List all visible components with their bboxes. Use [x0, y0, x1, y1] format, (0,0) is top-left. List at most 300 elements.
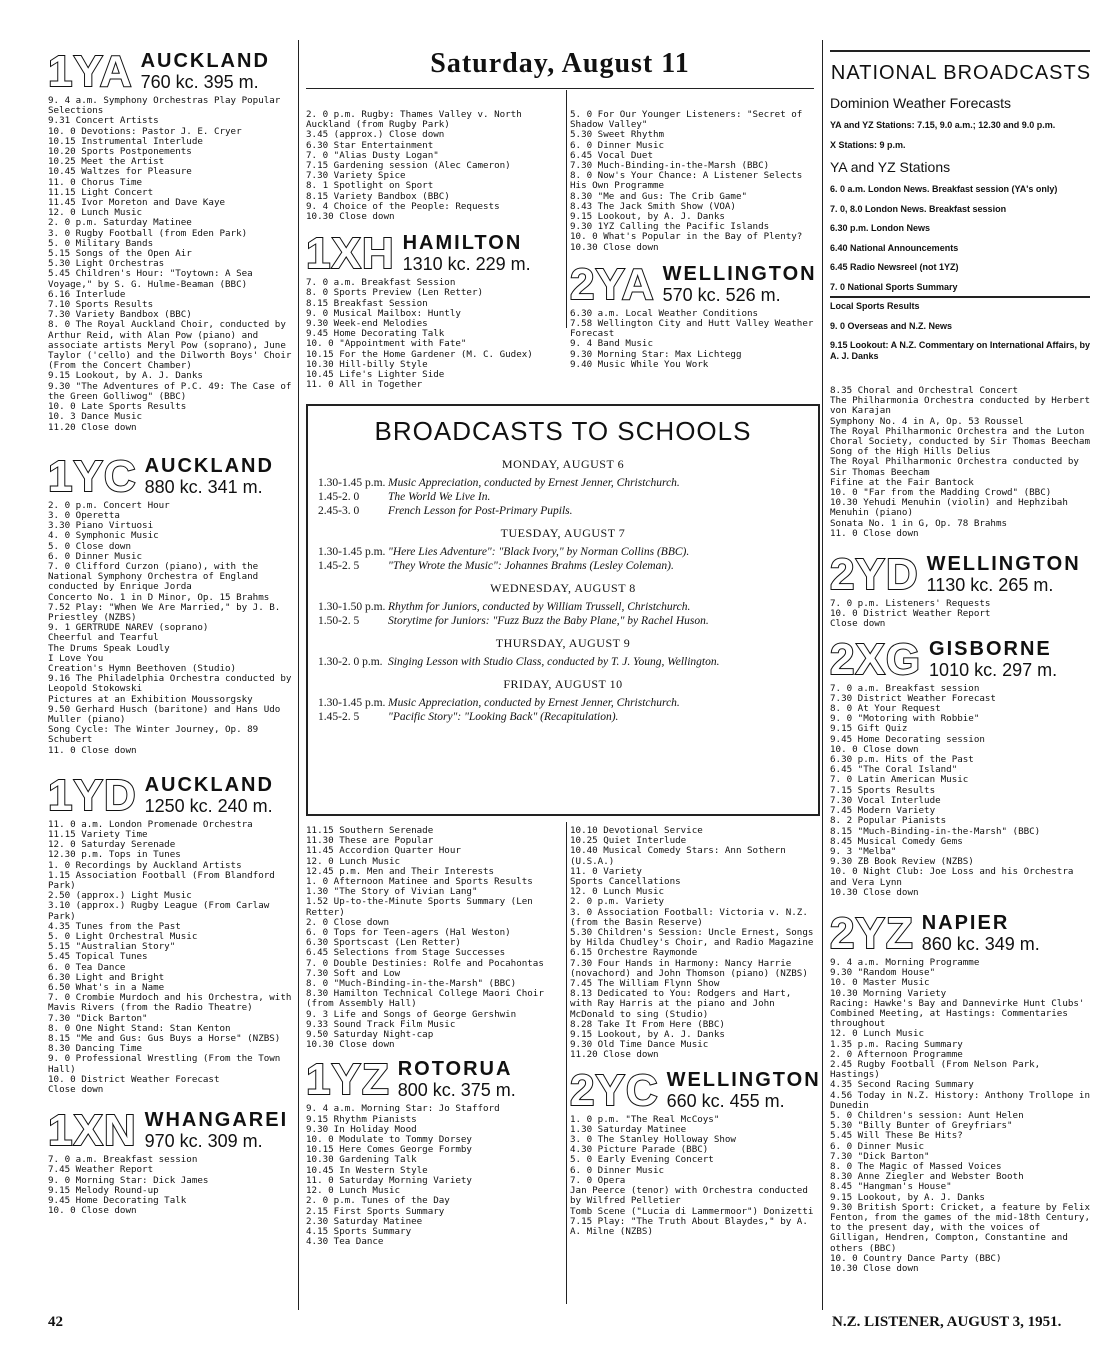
programme-item: The Royal Philharmonic Orchestra and the Luton Choral Society, conducted by Sir Thomas Beecham — [830, 425, 1090, 448]
programme-item: 4.56 Today in N.Z. History: Anthony Trollope in Dunedin — [830, 1089, 1096, 1111]
programme-item: 9.30 British Sport: Cricket, a feature by Felix Fenton, from the games of the mid-18th Century, to the present day, with the voices of Gilligan, Hendren, Compton, Constantine and others (BBC) — [830, 1201, 1096, 1254]
station-header-2ya — [570, 259, 818, 309]
programme-list — [48, 1155, 292, 1216]
station-frequency: 970 kc. 309 m. — [144, 1131, 263, 1152]
programme-item: 10.15 Here Comes George Formby — [306, 1144, 472, 1156]
programme-item: 9.30 Morning Star: Max Lichtegg — [570, 348, 742, 360]
station-header-1xh — [306, 229, 562, 279]
programme-item: 7.52 Play: "When We Are Married," by J. B. Priestley (NZBS) — [48, 601, 286, 623]
station-name: AUCKLAND — [144, 454, 274, 477]
station-frequency: 760 kc. 395 m. — [140, 72, 259, 92]
programme-item: 5. 0 Children's session: Aunt Helen — [830, 1109, 1024, 1121]
programme-item: 5. 0 For Our Younger Listeners: "Secret of Shadow Valley" — [570, 109, 808, 131]
programme-item: 3.10 (approx.) Rugby League (From Carlaw Park) — [48, 900, 275, 922]
programme-item: 10. 3 Dance Music — [48, 411, 143, 423]
schools-item-text: The World We Live In. — [388, 491, 491, 503]
programme-item: 8. 2 Popular Pianists — [830, 815, 947, 827]
programme-item: 5.30 Light Orchestras — [48, 258, 165, 270]
weather-forecasts-list — [830, 120, 1092, 150]
station-callsign: 2YC — [570, 1065, 659, 1115]
programme-item: 2. 0 Close down — [306, 916, 389, 928]
programme-item: 7.58 Wellington City and Hutt Valley Weather Forecast — [570, 318, 819, 340]
programme-item: 6. 0 Tops for Teen-agers (Hal Weston) — [306, 927, 511, 939]
column-1 — [48, 44, 297, 1310]
programme-item: 7. 0 a.m. Breakfast session — [830, 682, 980, 694]
weather-forecasts-title: Dominion Weather Forecasts — [830, 95, 1012, 111]
programme-item: 8.28 Take It From Here (BBC) — [570, 1018, 725, 1030]
column-2-upper — [306, 110, 562, 400]
programme-item: 8.43 The Jack Smith Show (VOA) — [570, 200, 736, 212]
programme-list — [306, 1104, 562, 1247]
programme-item: 7. 0 National Sports Summary — [830, 281, 958, 292]
programme-list — [570, 110, 818, 253]
programme-item: 8.30 Dancing Time — [48, 1043, 143, 1055]
programme-item: 12. 0 Lunch Music — [570, 886, 665, 898]
programme-item: 9. 0 Morning Star: Dick James — [48, 1174, 209, 1186]
station-frequency: 1250 kc. 240 m. — [144, 795, 273, 816]
schools-item-time: 1.30-2. 0 p.m. — [318, 656, 383, 668]
column-3-upper — [570, 110, 818, 400]
schools-item — [318, 490, 808, 504]
programme-item: 9.15 Lookout, by A. J. Danks — [570, 211, 725, 223]
programme-item: 2.15 First Sports Summary — [306, 1205, 445, 1217]
programme-item: 2. 0 p.m. Rugby: Thames Valley v. North Auckland (from Rugby Park) — [306, 109, 528, 131]
programme-item: 9.33 Sound Track Film Music — [306, 1018, 456, 1030]
station-callsign: 2XG — [830, 634, 922, 684]
programme-item: 10. 0 District Weather Forecast — [48, 1073, 220, 1085]
programme-item: 7. 0 Latin American Music — [830, 774, 969, 786]
station-frequency: 1310 kc. 229 m. — [402, 254, 531, 275]
programme-item: 10. 0 Close down — [830, 743, 919, 755]
column-rule-1 — [298, 40, 299, 1310]
programme-item: 4. 0 Symphonic Music — [48, 530, 159, 542]
programme-item: 11.20 Close down — [570, 1049, 659, 1061]
programme-item: 8.45 "Hangman's House" — [830, 1181, 952, 1193]
programme-list — [570, 1115, 818, 1237]
programme-item: 10. 0 What's Popular in the Bay of Plenty? — [570, 231, 803, 243]
schools-item-time: 1.30-1.50 p.m. — [318, 601, 386, 613]
programme-item: 5.30 "Billy Bunter of Greyfriars" — [830, 1120, 1013, 1132]
station-header-1yz — [306, 1055, 562, 1105]
programme-item: 8.13 Dedicated to You: Rodgers and Hart, with Ray Harris at the piano and John McDonald to sing (Studio) — [570, 988, 797, 1020]
programme-item: 1.15 Association Football (From Blandford Park) — [48, 869, 281, 891]
headline-rule — [306, 88, 814, 89]
programme-item: 9.45 Home Decorating session — [830, 733, 985, 745]
programme-item: Sports Cancellations — [570, 876, 681, 888]
programme-item: 9.15 Lookout: A N.Z. Commentary on International Affairs, by A. J. Danks — [830, 340, 1091, 361]
programme-item: 8.30 "Me and Gus: The Crib Game" — [570, 190, 748, 202]
programme-item: I Love You — [48, 652, 104, 664]
programme-item: 9.15 Lookout, by A. J. Danks — [48, 370, 203, 382]
programme-item: 8. 0 Now's Your Chance: A Listener Selects His Own Programme — [570, 170, 808, 192]
national-broadcasts-title: NATIONAL BROADCASTS — [830, 62, 1092, 84]
programme-item: 5.30 Children's Session: Uncle Ernest, Songs by Hilda Chudley's Choir, and Radio Magazine — [570, 927, 819, 949]
programme-item: 3.30 Piano Virtuosi — [48, 520, 154, 532]
programme-item: 7.30 Variety Spice — [306, 170, 406, 182]
programme-item: 9. 0 "Motoring with Robbie" — [830, 713, 980, 725]
programme-item: 12.45 p.m. Men and Their Interests — [306, 865, 495, 877]
programme-list — [570, 826, 818, 1061]
programme-item: 9. 4 a.m. Symphony Orchestras Play Popular Selections — [48, 95, 286, 117]
programme-item: 7.30 "Dick Barton" — [830, 1150, 930, 1162]
programme-item: 10. 0 "Far from the Madding Crowd" (BBC) — [830, 487, 1052, 499]
schools-day-heading: THURSDAY, AUGUST 9 — [495, 636, 631, 650]
programme-item: 8.45 Musical Comedy Gems — [830, 835, 963, 847]
programme-item: 7. 0, 8.0 London News. Breakfast session — [830, 203, 1007, 214]
schools-title: BROADCASTS TO SCHOOLS — [374, 416, 752, 446]
programme-item: 9. 4 a.m. Morning Programme — [830, 956, 980, 968]
programme-item: 11.45 Accordion Quarter Hour — [306, 845, 461, 857]
programme-item: 10.30 Close down — [830, 886, 919, 898]
programme-list — [830, 956, 1096, 1275]
station-header-1xn — [48, 1106, 292, 1156]
programme-item: 9. 1 GERTRUDE NAREV (soprano) — [48, 622, 209, 634]
schools-day-heading: TUESDAY, AUGUST 7 — [500, 526, 626, 540]
station-callsign: 2YZ — [830, 908, 914, 958]
programme-item: 6.45 Radio Newsreel (not 1YZ) — [830, 262, 959, 272]
schools-item-text: Music Appreciation, conducted by Ernest Jenner, Christchurch. — [388, 477, 680, 489]
programme-list — [306, 278, 562, 390]
station-callsign: 1YA — [48, 47, 133, 96]
programme-item: 7.30 Four Hands in Harmony: Nancy Harrie (novachord) and John Thomson (piano) (NZBS) — [570, 957, 808, 979]
programme-item: 1.30 Saturday Matinee — [570, 1123, 687, 1135]
programme-item: 9.15 Gift Quiz — [830, 723, 908, 735]
programme-item: 11. 0 Chorus Time — [48, 176, 143, 188]
programme-item: 9.50 Saturday Night-cap — [306, 1029, 434, 1041]
programme-item: 11. 0 a.m. London Promenade Orchestra — [48, 818, 253, 830]
programme-item: 2.50 (approx.) Light Music — [48, 890, 192, 902]
programme-item: 9.45 Home Decorating Talk — [306, 328, 445, 340]
station-header-2yc — [570, 1065, 821, 1115]
programme-item: 6. 0 Dinner Music — [570, 139, 665, 151]
programme-item: 6. 0 Dinner Music — [830, 1140, 925, 1152]
programme-item: 11. 0 Saturday Morning Variety — [306, 1174, 472, 1186]
programme-item: 2.45 Rugby Football (From Nelson Park, Hastings) — [830, 1058, 1046, 1081]
programme-item: 4.15 Sports Summary — [306, 1225, 412, 1237]
schools-item-time: 1.45-2. 5 — [318, 560, 360, 572]
programme-item: 6. 0 a.m. London News. Breakfast session (YA's only) — [830, 184, 1058, 194]
programme-item: 6.45 "The Coral Island" — [830, 764, 958, 776]
programme-item: 9.15 Rhythm Pianists — [306, 1113, 417, 1125]
programme-item: 10.40 Musical Comedy Stars: Ann Sothern (U.S.A.) — [570, 845, 792, 867]
programme-item: 6.30 Light and Bright — [48, 971, 165, 983]
programme-list — [48, 95, 297, 433]
programme-item: The Royal Philharmonic Orchestra conducted by Sir Thomas Beecham — [830, 456, 1085, 478]
station-frequency: 660 kc. 455 m. — [666, 1090, 785, 1111]
programme-item: Fifine at the Fair Bantock — [830, 476, 974, 488]
programme-item: 7.45 Modern Variety — [830, 805, 936, 817]
programme-item: 11. 0 Close down — [48, 744, 137, 756]
programme-item: 1. 0 Afternoon Matinee and Sports Results — [306, 876, 533, 888]
programme-item: 5.15 Songs of the Open Air — [48, 248, 192, 260]
programme-item: 2. 0 p.m. Variety — [570, 896, 665, 908]
programme-item: 7. 0 Opera — [570, 1174, 626, 1186]
programme-item: 11. 0 Close down — [830, 527, 919, 539]
station-header-1yc — [48, 451, 292, 501]
programme-item: 9. 3 Life and Songs of George Gershwin — [306, 1008, 517, 1020]
schools-item — [318, 600, 808, 614]
programme-item: 10.30 Close down — [570, 241, 659, 253]
programme-list — [48, 499, 297, 756]
programme-item: 6.16 Interlude — [48, 288, 126, 300]
schools-item-text: Singing Lesson with Studio Class, conducted by T. J. Young, Wellington. — [388, 656, 720, 668]
programme-item: 7. 0 p.m. Listeners' Requests — [830, 598, 991, 610]
programme-item: 7.15 Sports Results — [830, 784, 936, 796]
programme-item: 7.45 The William Flynn Show — [570, 978, 720, 990]
programme-item: 8.30 Anne Ziegler and Webster Booth — [830, 1171, 1024, 1183]
programme-item: 3. 0 Rugby Football (from Eden Park) — [48, 227, 248, 239]
schools-day-heading: WEDNESDAY, AUGUST 8 — [490, 581, 636, 595]
programme-item: 10.20 Sports Postponements — [48, 146, 192, 158]
nat-top-rule — [830, 50, 1090, 52]
programme-list — [570, 309, 818, 370]
programme-item: 9.31 Concert Artists — [48, 115, 159, 127]
programme-item: 10. 0 Close down — [48, 1205, 137, 1217]
programme-item: 10.25 Quiet Interlude — [570, 835, 687, 847]
schools-item — [318, 710, 808, 724]
station-header-2yz — [830, 908, 1092, 958]
programme-item: 8.15 Breakfast Session — [306, 297, 428, 309]
programme-item: 8. 1 Spotlight on Sport — [306, 180, 434, 192]
programme-item: 7.15 Gardening session (Alec Cameron) — [306, 160, 511, 172]
programme-item: 3.45 (approx.) Close down — [306, 129, 445, 141]
programme-item: 9.30 Old Time Dance Music — [570, 1039, 709, 1051]
programme-item: 10.30 Morning Variety — [830, 987, 947, 999]
programme-item: 1.30 "The Story of Vivian Lang" — [306, 886, 478, 898]
programme-item: 6.15 Orchestre Raymonde — [570, 947, 698, 959]
programme-item: 7.30 Vocal Interlude — [830, 794, 941, 806]
programme-item: 7. 0 Double Destinies: Rolfe and Pocahontas — [306, 957, 544, 969]
programme-item: 7.15 Play: "The Truth About Blaydes," by A. A. Milne (NZBS) — [570, 1215, 814, 1237]
programme-item: 1.35 p.m. Racing Summary — [830, 1038, 963, 1050]
programme-item: 1. 0 Recordings by Auckland Artists — [48, 859, 242, 871]
programme-item: Creation's Hymn Beethoven (Studio) — [48, 662, 237, 674]
station-frequency: 800 kc. 375 m. — [397, 1080, 516, 1101]
programme-item: 10.15 Instrumental Interlude — [48, 135, 203, 147]
station-header-1yd — [48, 770, 292, 820]
programme-item: 11.30 These are Popular — [306, 835, 434, 847]
schools-item-text: French Lesson for Post-Primary Pupils. — [388, 505, 573, 517]
programme-item: 10. 0 Modulate to Tommy Dorsey — [306, 1134, 472, 1146]
programme-item: Racing: Hawke's Bay and Dannevirke Hunt Clubs' Combined Meeting, at Hastings: Commentaries throughout — [830, 997, 1090, 1030]
programme-item: 9.30 In Holiday Mood — [306, 1123, 417, 1135]
station-frequency: 1130 kc. 265 m. — [926, 575, 1054, 596]
station-name: NAPIER — [921, 911, 1010, 934]
programme-item: 6. 0 Dinner Music — [570, 1164, 665, 1176]
programme-item: 10.15 For the Home Gardener (M. C. Gudex) — [306, 348, 533, 360]
station-frequency: 880 kc. 341 m. — [144, 476, 263, 497]
schools-item-time: 1.30-1.45 p.m. — [318, 546, 386, 558]
programme-item: 5. 0 Military Bands — [48, 237, 154, 249]
programme-item: 9. 0 Professional Wrestling (From the Town Hall) — [48, 1053, 286, 1075]
programme-item: Concerto No. 1 in D Minor, Op. 15 Brahms — [48, 591, 270, 603]
programme-item: 10.30 Close down — [306, 211, 395, 223]
schools-item-time: 1.30-1.45 p.m. — [318, 697, 386, 709]
programme-item: 10. 0 Late Sports Results — [48, 401, 187, 413]
programme-item: 9.30 1YZ Calling the Pacific Islands — [570, 221, 770, 233]
programme-item: 7.30 Variety Bandbox (BBC) — [48, 309, 192, 321]
programme-list — [306, 110, 562, 222]
programme-item: 6.40 National Announcements — [830, 242, 959, 253]
programme-item: 8.35 Choral and Orchestral Concert — [830, 385, 1019, 396]
schools-item-text: Rhythm for Juniors, conducted by William Trussell, Christchurch. — [388, 601, 691, 613]
station-name: WELLINGTON — [926, 553, 1081, 576]
programme-item: 11.20 Close down — [48, 421, 137, 433]
station-frequency: 860 kc. 349 m. — [921, 933, 1040, 954]
programme-item: 7.30 Soft and Low — [306, 967, 401, 979]
ya-yz-stations-title: YA and YZ Stations — [830, 159, 951, 175]
programme-list — [830, 684, 1092, 898]
programme-item: 9.16 The Philadelphia Orchestra conducted by Leopold Stokowski — [48, 673, 297, 695]
schools-item — [318, 655, 808, 669]
programme-item: 6.30 a.m. Local Weather Conditions — [570, 307, 759, 319]
programme-item: 10. 0 Night Club: Joe Loss and his Orchestra and Vera Lynn — [830, 866, 1079, 888]
station-callsign: 1YZ — [306, 1055, 390, 1105]
page-headline: Saturday, August 11 — [430, 48, 690, 79]
programme-item: 3. 0 Operetta — [48, 509, 120, 521]
programme-item: 10. 0 Master Music — [830, 977, 930, 989]
programme-item: 9.15 Melody Round-up — [48, 1184, 159, 1196]
programme-item: 9.15 Lookout, by A. J. Danks — [570, 1029, 725, 1041]
station-name: AUCKLAND — [140, 50, 270, 72]
programme-item: Tomb Scene ("Lucia di Lammermoor") Donizetti — [570, 1205, 814, 1217]
programme-item: 11.15 Light Concert — [48, 186, 154, 198]
programme-item: 6.30 p.m. London News — [830, 223, 931, 233]
programme-item: 5. 0 Close down — [48, 540, 131, 552]
programme-item: 6. 0 Tea Dance — [48, 961, 126, 973]
programme-item: 8. 0 One Night Stand: Stan Kenton — [48, 1022, 231, 1034]
schools-item-text: "Here Lies Adventure": "Black Ivory," by Norman Collins (BBC). — [388, 546, 690, 558]
programme-item: 12. 0 Saturday Serenade — [48, 839, 176, 851]
programme-item: 8.30 Hamilton Technical College Maori Choir (from Assembly Hall) — [306, 988, 550, 1010]
programme-item: 11.15 Southern Serenade — [306, 825, 434, 836]
programme-item: 4.35 Tunes from the Past — [48, 920, 181, 932]
programme-item: 7.30 Much-Binding-in-the-Marsh (BBC) — [570, 160, 770, 172]
column-4 — [830, 56, 1096, 1310]
programme-item: Jan Peerce (tenor) with Orchestra conducted by Wilfred Pelletier — [570, 1185, 814, 1207]
programme-item: 11.15 Variety Time — [48, 828, 148, 840]
programme-item: 11. 0 Variety — [570, 865, 642, 877]
programme-item: 6.45 Selections from Stage Successes — [306, 947, 506, 959]
programme-item: 12. 0 Lunch Music — [306, 855, 401, 867]
programme-item: 7.30 District Weather Forecast — [830, 692, 996, 704]
programme-item: 8. 0 "Much-Binding-in-the-Marsh" (BBC) — [306, 978, 517, 990]
programme-item: The Philharmonia Orchestra conducted by Herbert von Karajan — [830, 395, 1096, 417]
programme-item: 10. 0 Country Dance Party (BBC) — [830, 1252, 1002, 1264]
schools-item — [318, 614, 808, 628]
station-frequency: 570 kc. 526 m. — [662, 284, 781, 305]
station-frequency: 1010 kc. 297 m. — [929, 659, 1058, 680]
programme-item: 5.15 "Australian Story" — [48, 941, 176, 953]
station-name: ROTORUA — [397, 1058, 513, 1081]
column-rule-3 — [566, 822, 567, 1304]
programme-item: 7. 0 a.m. Breakfast Session — [306, 277, 456, 289]
station-name: HAMILTON — [402, 232, 523, 255]
programme-item: 8.15 "Me and Gus: Gus Buys a Horse" (NZBS) — [48, 1033, 281, 1045]
station-callsign: 1YD — [48, 770, 137, 820]
programme-item: 9. 4 Band Music — [570, 338, 653, 350]
station-callsign: 2YA — [570, 259, 655, 309]
programme-item: 6.30 p.m. Hits of the Past — [830, 754, 974, 766]
programme-item: 9.50 Gerhard Husch (baritone) and Hans Udo Muller (piano) — [48, 703, 286, 725]
programme-item: 7. 0 "Alias Dusty Logan" — [306, 149, 439, 161]
column-3-lower — [570, 825, 821, 1310]
programme-item: 7. 0 Clifford Curzon (piano), with the National Symphony Orchestra of England conducted by Enrique Jorda — [48, 560, 264, 593]
programme-item: 9.30 ZB Book Review (NZBS) — [830, 856, 974, 868]
schools-item-text: "They Wrote the Music": Johannes Brahms (Lesley Coleman). — [388, 560, 674, 572]
programme-item: 5.45 Topical Tunes — [48, 951, 148, 963]
station-name: WHANGAREI — [144, 1109, 289, 1132]
programme-item: 1.52 Up-to-the-Minute Sports Summary (Len Retter) — [306, 896, 539, 918]
programme-list — [830, 599, 1092, 630]
programme-item: 9.15 Lookout, by A. J. Danks — [830, 1191, 985, 1203]
schools-item-time: 1.45-2. 5 — [318, 711, 360, 723]
programme-item: 6.45 Vocal Duet — [570, 149, 653, 161]
station-header-2xg — [830, 634, 1092, 684]
station-name: WELLINGTON — [662, 262, 817, 285]
schools-item-text: Storytime for Juniors: "Fuzz Buzz the Baby Plane," by Rachel Huson. — [388, 615, 709, 627]
schools-item-time: 1.50-2. 5 — [318, 615, 360, 627]
programme-item: 2. 0 Afternoon Programme — [830, 1048, 963, 1060]
broadcasts-to-schools-box — [306, 404, 820, 816]
schools-item-time: 2.45-3. 0 — [318, 505, 360, 517]
programme-item: 9. 0 Musical Mailbox: Huntly — [306, 307, 461, 319]
programme-item: 6.30 Sportscast (Len Retter) — [306, 937, 461, 949]
programme-item: The Drums Speak Loudly — [48, 642, 170, 654]
station-header-2yd — [830, 550, 1092, 600]
programme-item: 10.25 Meet the Artist — [48, 156, 165, 168]
programme-item: 1. 0 p.m. "The Real McCoys" — [570, 1113, 720, 1125]
page-number: 42 — [48, 1314, 63, 1330]
programme-item: 9. 4 Choice of the People: Requests — [306, 200, 500, 212]
programme-item: 12. 0 Lunch Music — [306, 1185, 401, 1197]
programme-item: 10.30 Close down — [830, 1263, 919, 1275]
schools-item-time: 1.30-1.45 p.m. — [318, 477, 386, 489]
programme-item: 6.50 What's in a Name — [48, 982, 165, 994]
station-name: AUCKLAND — [144, 773, 274, 796]
programme-item: 10.30 Yehudi Menuhin (violin) and Hephzibah Menuhin (piano) — [830, 497, 1074, 519]
programme-item: 2. 0 p.m. Concert Hour — [48, 499, 170, 511]
station-name: WELLINGTON — [666, 1068, 821, 1091]
programme-item: 10.45 In Western Style — [306, 1164, 428, 1176]
programme-item: 3. 0 The Stanley Holloway Show — [570, 1134, 736, 1146]
programme-item: Cheerful and Tearful — [48, 632, 159, 644]
programme-item: 4.35 Second Racing Summary — [830, 1079, 974, 1091]
programme-item: Song Cycle: The Winter Journey, Op. 89 Schubert — [48, 724, 264, 746]
station-name: GISBORNE — [929, 637, 1052, 660]
column-rule-2 — [566, 90, 567, 328]
schools-item — [318, 545, 808, 559]
programme-item: 8.15 "Much-Binding-in-the-Marsh" (BBC) — [830, 825, 1041, 837]
programme-item: 5.30 Sweet Rhythm — [570, 129, 665, 141]
station-header-1ya — [48, 47, 292, 96]
programme-item: 10. 0 Devotions: Pastor J. E. Cryer — [48, 125, 242, 137]
programme-item: 9. 0 Overseas and N.Z. News — [830, 320, 953, 331]
programme-item: 12. 0 Lunch Music — [48, 207, 143, 219]
programme-item: 4.30 Tea Dance — [306, 1236, 384, 1248]
programme-item: 7.10 Sports Results — [48, 299, 154, 311]
ya-yz-stations-list — [830, 184, 1092, 361]
programme-item: 9. 3 "Melba" — [830, 845, 897, 857]
programme-item: 10.30 Gardening Talk — [306, 1154, 417, 1166]
programme-item: Sonata No. 1 in G, Op. 78 Brahms — [830, 517, 1008, 529]
programme-item: 9.30 "Random House" — [830, 967, 936, 979]
station-callsign: 2YD — [830, 550, 919, 600]
programme-item: Local Sports Results — [830, 301, 920, 311]
programme-item: Symphony No. 4 in A, Op. 53 Roussel — [830, 415, 1024, 427]
schools-item-time: 1.45-2. 0 — [318, 491, 360, 503]
programme-item: YA and YZ Stations: 7.15, 9.0 a.m.; 12.30 and 9.0 p.m. — [830, 120, 1056, 130]
